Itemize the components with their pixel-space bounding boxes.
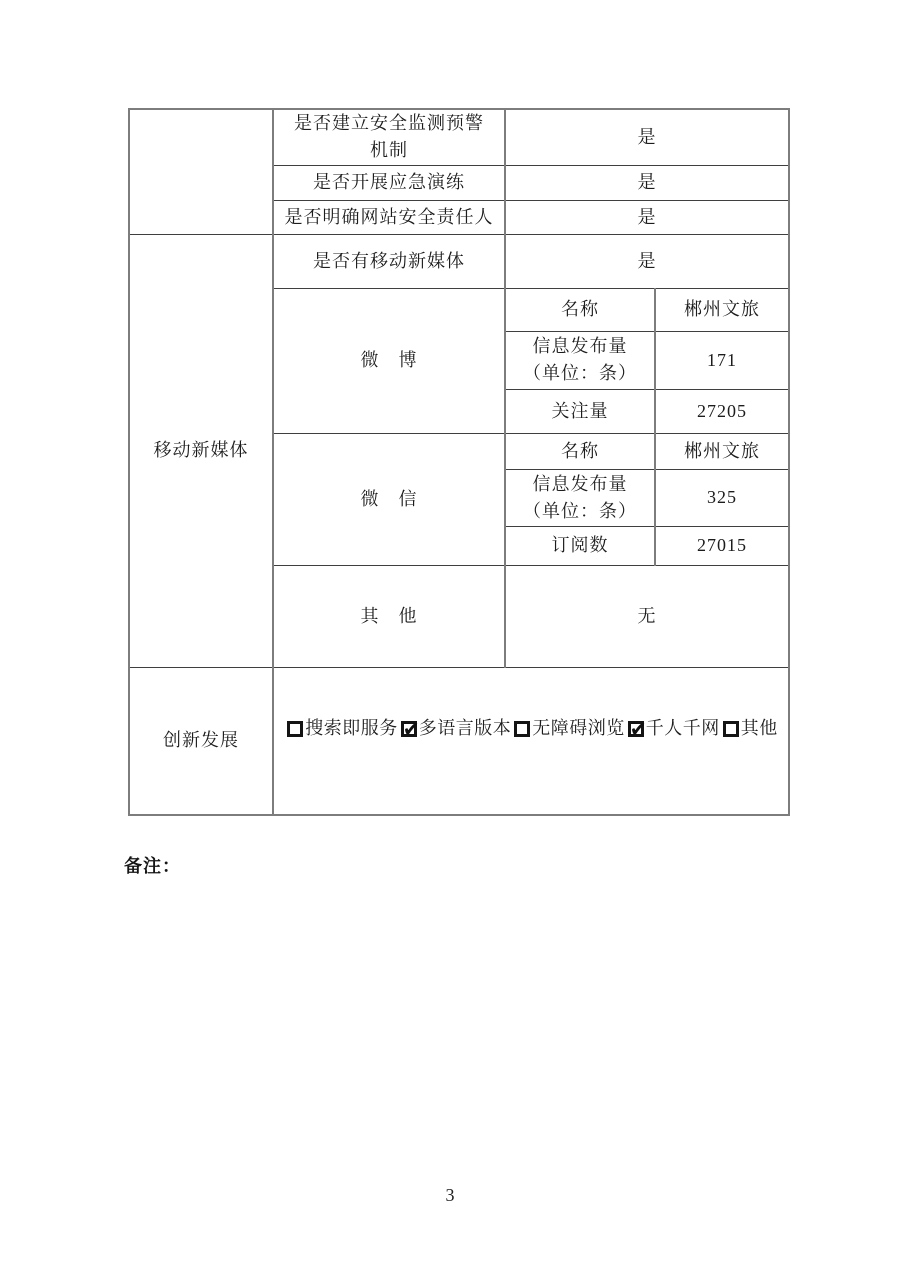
table-row [129, 667, 789, 815]
label-line: 机制 [370, 140, 408, 161]
report-table [128, 108, 790, 816]
row-label-cell: 其 他 [273, 565, 505, 667]
group-label-cell-weibo: 微 博 [273, 288, 505, 433]
row-value-cell: 无 [505, 565, 789, 667]
row-value-cell: 郴州文旅 [655, 288, 789, 331]
row-label-cell: 订阅数 [505, 526, 655, 565]
row-value-cell: 27205 [655, 389, 789, 433]
section-label-cell-empty [129, 109, 273, 234]
checkbox-item [720, 715, 778, 742]
row-value-cell: 325 [655, 469, 789, 526]
row-label-cell: 是否有移动新媒体 [273, 234, 505, 288]
checkbox-label: 其他 [740, 718, 778, 739]
row-value-cell: 171 [655, 331, 789, 389]
row-value-cell: 27015 [655, 526, 789, 565]
checkbox-item [625, 715, 720, 742]
row-value-cell: 是 [505, 165, 789, 200]
checkbox-icon [287, 721, 303, 737]
table-row [129, 234, 789, 288]
checkbox-label: 搜索即服务 [305, 718, 398, 739]
section-label-cell-mobile-media: 移动新媒体 [129, 234, 273, 667]
label-line: 信息发布量 [532, 336, 628, 356]
page-number: 3 [445, 1185, 455, 1205]
label-line: 信息发布量 [532, 473, 628, 494]
remarks-label: 备注： [124, 856, 181, 876]
label-line: 是否建立安全监测预警 [294, 113, 484, 134]
group-label-cell-wechat: 微 信 [273, 433, 505, 565]
row-value-cell: 是 [505, 109, 789, 165]
row-value-cell: 郴州文旅 [655, 433, 789, 469]
label-line: （单位：条） [523, 363, 637, 383]
checkbox-icon [514, 721, 530, 737]
checkbox-item [284, 715, 398, 742]
checkbox-item [398, 715, 512, 742]
checkbox-item [511, 715, 625, 742]
checkbox-icon [401, 721, 417, 737]
row-label-cell: 是否明确网站安全责任人 [273, 200, 505, 234]
checkbox-label: 多语言版本 [418, 718, 512, 739]
row-label-cell: 是否开展应急演练 [273, 165, 505, 200]
table-row [129, 109, 789, 165]
checkbox-icon [628, 721, 644, 737]
checkbox-line [278, 715, 784, 742]
checkbox-label: 千人千网 [645, 718, 720, 739]
row-label-cell: 名称 [505, 288, 655, 331]
row-label-cell [273, 109, 505, 165]
row-value-cell: 是 [505, 234, 789, 288]
row-value-cell: 是 [505, 200, 789, 234]
row-label-cell [505, 469, 655, 526]
innovation-options-cell [273, 667, 789, 815]
row-label-cell: 关注量 [505, 389, 655, 433]
row-label-cell [505, 331, 655, 389]
section-label-cell-innovation: 创新发展 [129, 667, 273, 815]
checkbox-label: 无障碍浏览 [532, 718, 625, 739]
label-line: （单位：条） [523, 500, 637, 521]
row-label-cell: 名称 [505, 433, 655, 469]
checkbox-icon [723, 721, 739, 737]
